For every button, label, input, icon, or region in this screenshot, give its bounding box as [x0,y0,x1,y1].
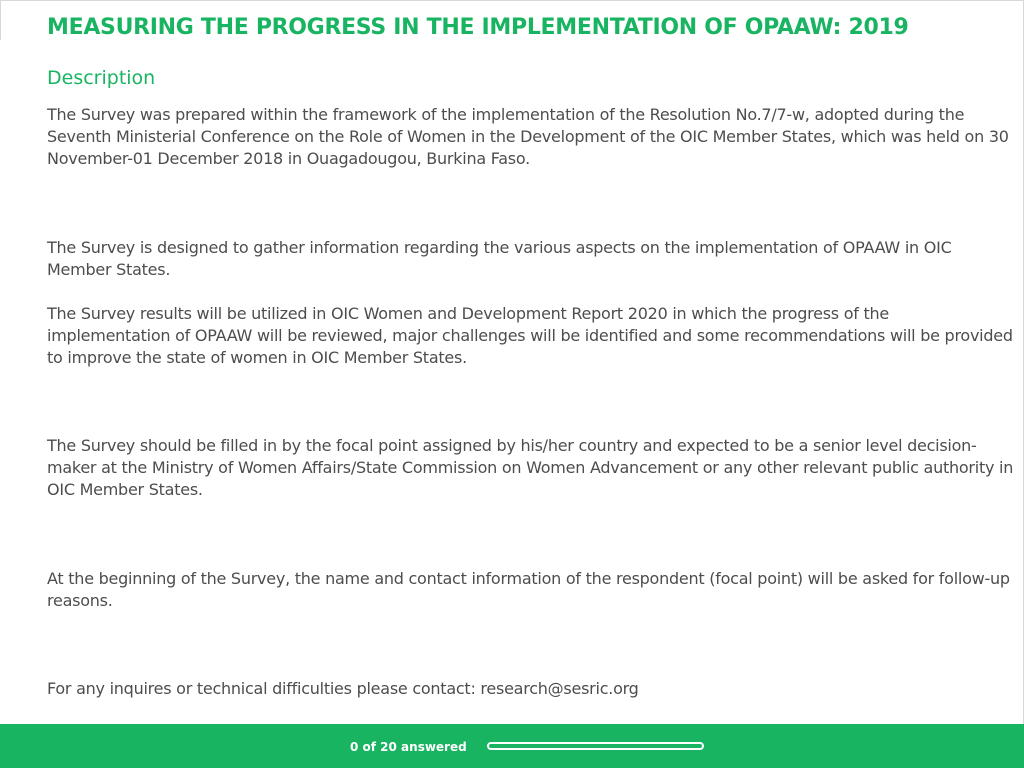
description-paragraph: The Survey was prepared within the framework of the implementation of the Resolution No.7/7-w, adopted during the Seventh Ministerial Conference on the Role of Women in the Development of the OIC Member States, which was held on 30 November-01 December 2018 in Ouagadougou, Burkina Faso. [47,105,1009,168]
description-paragraph: The Survey should be filled in by the focal point assigned by his/her country and expected to be a senior level decision-maker at the Ministry of Women Affairs/State Commission on Women Advancement or any other relevant public authority in OIC Member States. [47,436,1014,499]
frame-border-top [0,0,1024,1]
frame-border-left [0,0,1,40]
contact-paragraph: For any inquires or technical difficulties please contact: research@sesric.org [47,679,639,698]
progress-bar [487,742,704,750]
description-paragraph: The Survey results will be utilized in OIC Women and Development Report 2020 in which the progress of the implementation of OPAAW will be reviewed, major challenges will be identified and some recommendations will be provided to improve the state of women in OIC Member States. [47,304,1013,367]
survey-title: MEASURING THE PROGRESS IN THE IMPLEMENTATION OF OPAAW: 2019 [47,15,909,40]
progress-footer [0,724,1024,768]
progress-label: 0 of 20 answered [350,740,467,754]
description-paragraph: The Survey is designed to gather information regarding the various aspects on the implementation of OPAAW in OIC Member States. [47,238,952,279]
section-heading-description: Description [47,67,156,89]
description-paragraph: At the beginning of the Survey, the name and contact information of the respondent (focal point) will be asked for follow-up reasons. [47,569,1010,610]
